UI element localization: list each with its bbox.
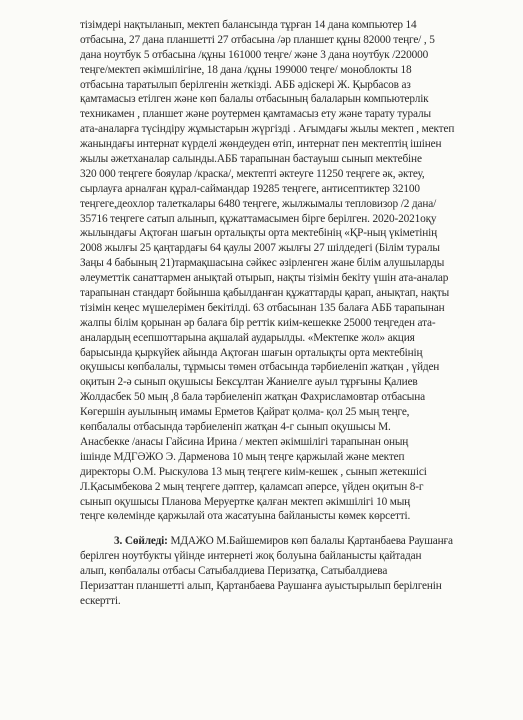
text-line: Көгершін ауылының имамы Ерметов Қайрат қолма- қол 25 мың теңге, <box>80 406 410 419</box>
text-line: 35716 теңгеге сатып алынып, құжаттамасымен бірге берілген. 2020-2021оқу <box>80 212 437 225</box>
text-line: алып, көпбалалы отбасы Сатыбалдиева Перизатқа, Сатыбалдиева <box>80 565 388 578</box>
text-line: жанындағы интернат күрделі жөндеуден өтіп, интернат пен мектептің ішінен <box>80 138 442 151</box>
text-line: берілген ноутбукты үйінде интернеті жоқ болуына байланысты қайтадан <box>80 550 422 563</box>
text-line: Анасбекке /анасы Гайсина Ирина / мектеп әкімшілігі тарапынан оның <box>80 435 409 448</box>
text-line: ішінде МДГӘЖО Э. Дарменова 10 мың теңге қаржылай және мектеп <box>80 450 405 463</box>
text-line: қамтамасыз етілген және көп балалы отбасының балаларын компьютерлік <box>80 93 429 106</box>
text-line: жылындағы Ақтоған шағын орталықты орта мектебінің «ҚР-ның үкіметінің <box>80 227 438 240</box>
text-line: жалпы білім қорынан әр балаға бір реттік киім-кешекке 25000 теңгеден ата- <box>80 316 436 329</box>
section-3 <box>80 534 479 608</box>
text-line: Л.Қасымбекова 2 мың теңгеге дәптер, қаламсап әперсе, үйден оқитын 8-г <box>80 480 424 493</box>
text-line: отбасына, 27 дана планшетті 27 отбасына /әр планшет құны 82000 теңге/ , 5 <box>80 33 435 46</box>
section-3-first-text: МДАЖО М.Байшемиров көп балалы Қартанбаева Раушанға <box>167 535 453 548</box>
paragraph-gap <box>80 524 479 534</box>
text-line: барысында қыркүйек айында Ақтоған шағын орталықты орта мектебінің <box>80 346 423 359</box>
text-line: ата-аналарға түсіндіру жұмыстарын жүргізді . Ағымдағы жылы мектеп , мектеп <box>80 123 455 136</box>
text-line: аналардың есепшоттарына ақшалай аударылды. «Мектепке жол» акция <box>80 331 415 344</box>
text-line: сырлауға арналған құрал-саймандар 19285 теңгеге, антисептиктер 32100 <box>80 182 420 195</box>
text-line: әлеуметтік санаттармен анықтай отырып, нақты тізімін бекіту үшін ата-аналар <box>80 272 449 285</box>
text-line: тізімдері нақтыланып, мектеп балансында тұрған 14 дана компьютер 14 <box>80 19 417 31</box>
text-line: 2008 жылғы 25 қаңтардағы 64 қаулы 2007 жылғы 27 шілдедегі (Білім туралы <box>80 242 440 255</box>
text-line: жылы әжетханалар салынды.АББ тарапынан бастауыш сынып мектебіне <box>80 153 422 166</box>
text-line: көпбалалы отбасында тәрбиеленіп жатқан 4-г сынып оқушысы М. <box>80 421 391 434</box>
text-line: тізімін кеңес мүшелерімен бекітілді. 63 отбасынан 135 балаға АББ тарапынан <box>80 301 445 314</box>
text-line: теңге көлемінде қаржылай ота жасатуына байланысты көмек көрсетті. <box>80 510 411 523</box>
text-line: тарапынан стандарт бойынша қабылданған құжаттарды қарап, анықтап, нақты <box>80 287 450 300</box>
text-line: Жолдасбек 50 мың ,8 бала тәрбиеленіп жатқан Фахрисламовтар отбасына <box>80 391 426 404</box>
text-line: Заңы 4 бабының 21)тармақшасына сәйкес әзірленген жане білім алушыларды <box>80 257 445 270</box>
text-line: оқитын 2-ә сынып оқушысы Бексұлтан Жаниелге ауыл тұрғыны Қалиев <box>80 376 418 389</box>
text-line: оқушысы көпбалалы, тұрмысы төмен отбасында тәрбиеленіп жатқан , үйден <box>80 361 440 374</box>
text-line: директоры О.М. Рыскулова 13 мың теңгеге киім-кешек , сынып жетекшісі <box>80 465 427 478</box>
text-line: 320 000 теңгеге бояулар /краска/, мектепті әктеуге 11250 теңгеге әк, әктеу, <box>80 167 425 180</box>
text-line: отбасына таратылып берілгенін жеткізді. АББ әдіскері Ж. Қырбасов аз <box>80 78 411 91</box>
text-line: дана ноутбук 5 отбасына /құны 161000 теңге/ және 3 дана ноутбук /220000 <box>80 48 429 61</box>
text-line: техникамен , планшет және роутермен қамтамасыз ету және тарату туралы <box>80 108 431 121</box>
text-line: теңге/мектеп әкімшілігіне, 18 дана /құны 199000 теңге/ моноблокты 18 <box>80 63 412 76</box>
text-line: теңгеге,деохлор талеткалары 6480 теңгеге, жылжымалы тепловизор /2 дана/ <box>80 197 437 210</box>
text-line: ескертті. <box>80 594 121 607</box>
section-2-body <box>80 18 479 524</box>
section-3-label: 3. Сөйледі: <box>114 535 168 548</box>
text-line: сынып оқушысы Планова Меруертке қалған мектеп әкімшілігі 10 мың <box>80 495 411 508</box>
section-3-first-line <box>80 534 479 549</box>
text-line: Перизаттан планшетті алып, Қартанбаева Раушанға ауыстырылып берілгенін <box>80 579 442 592</box>
